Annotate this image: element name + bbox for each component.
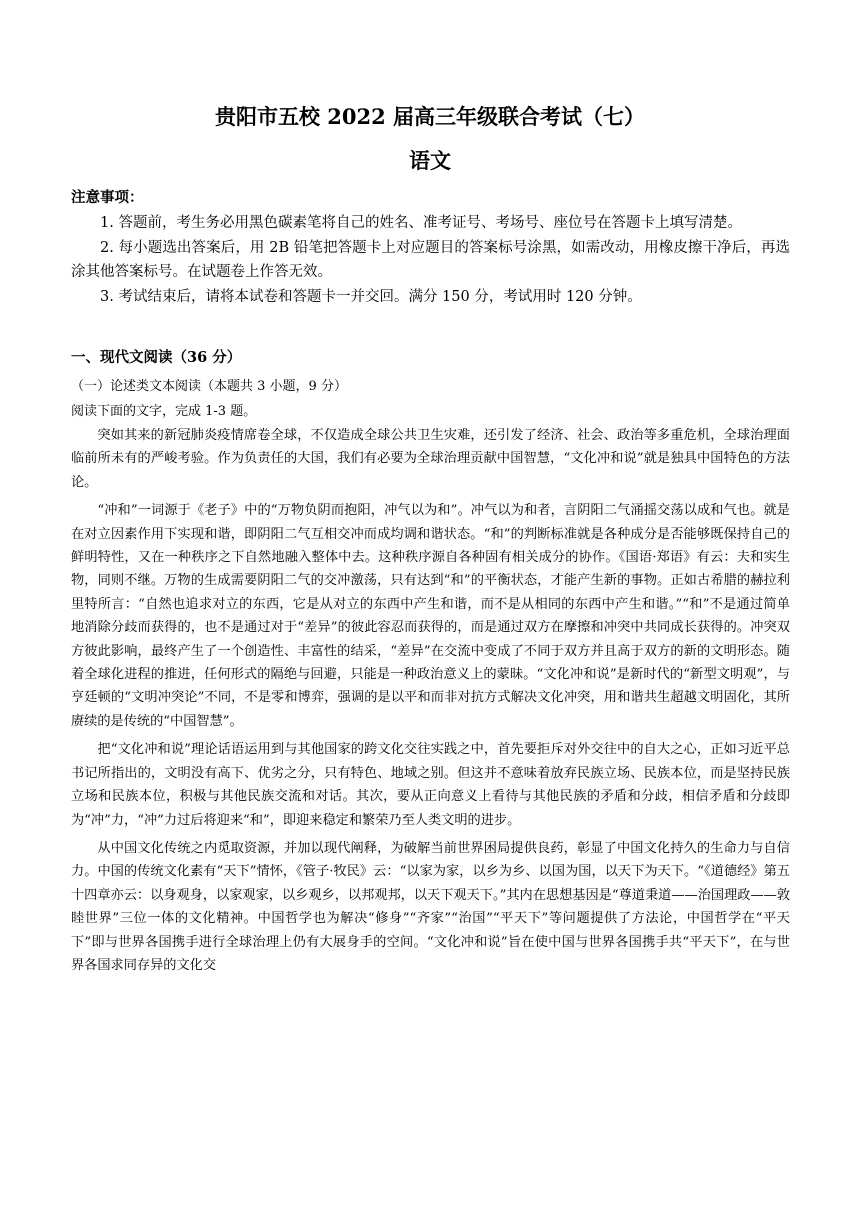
reading-passage [71, 424, 790, 982]
notice-item: 1. 答题前，考生务必用黑色碳素笔将自己的姓名、准考证号、考场号、座位号在答题卡上填写清楚。 [100, 215, 742, 231]
subsection-heading: （一）论述类文本阅读（本题共 3 小题，9 分） [71, 379, 347, 394]
passage-paragraph: 从中国文化传统之内觅取资源，并加以现代阐释，为破解当前世界困局提供良药，彰显了中国文化持久的生命力与自信力。中国的传统文化素有“天下”情怀，《管子·牧民》云：“以家为家，以乡为乡、以国为国，以天下为天下。“《道德经》第五十四章亦云：以身观身，以家观家，以乡观乡，以邦观邦，以天下观天下。”其内在思想基因是“尊道秉道——治国理政——敦睦世界”三位一体的文化精神。中国哲学也为解决“修身”“齐家”“治国”“平天下”等问题提供了方法论，中国哲学在“平天下”即与世界各国携手进行全球治理上仍有大展身手的空间。“文化冲和说”旨在使中国与世界各国携手共“平天下”，在与世界各国求同存异的文化交 [71, 840, 791, 973]
passage-paragraph: 突如其来的新冠肺炎疫情席卷全球，不仅造成全球公共卫生灾难，还引发了经济、社会、政治等多重危机，全球治理面临前所未有的严峻考验。作为负责任的大国，我们有必要为全球治理贡献中国智慧，“文化冲和说”就是独具中国特色的方法论。 [71, 428, 790, 490]
subject-title: 语文 [409, 148, 451, 173]
notice-item: 3. 考试结束后，请将本试卷和答题卡一并交回。满分 150 分，考试用时 120 分钟。 [100, 288, 642, 305]
notices-heading: 注意事项： [71, 189, 144, 206]
passage-paragraph: 把“文化冲和说”理论话语运用到与其他国家的跨文化交往实践之中，首先要拒斥对外交往中的自大之心，正如习近平总书记所指出的，文明没有高下、优劣之分，只有特色、地域之别。但这并不意味着放弃民族立场、民族本位，而是坚持民族立场和民族本位，积极与其他民族交流和对话。其次，要从正向意义上看待与其他民族的矛盾和分歧，相信矛盾和分歧即为“冲”力，“冲”力过后将迎来“和”，即迎来稳定和繁荣乃至人类文明的进步。 [71, 742, 790, 828]
notices-list [71, 211, 790, 309]
section-heading: 一、现代文阅读（36 分） [71, 349, 242, 366]
reading-instruction: 阅读下面的文字，完成 1-3 题。 [71, 404, 257, 419]
exam-title: 贵阳市五校 2022 届高三年级联合考试（七） [214, 104, 646, 129]
notice-item: 2. 每小题选出答案后，用 2B 铅笔把答题卡上对应题目的答案标号涂黑，如需改动，用橡皮擦干净后，再选涂其他答案标号。在试题卷上作答无效。 [71, 239, 790, 280]
passage-paragraph: “冲和”一词源于《老子》中的“万物负阴而抱阳，冲气以为和”。冲气以为和者，言阴阳二气涌摇交荡以成和气也。就是在对立因素作用下实现和谐，即阴阳二气互相交冲而成均调和谐状态。“和”的判断标准就是各种成分是否能够既保持自己的鲜明特性，又在一种秩序之下自然地融入整体中去。这种秩序源自各种固有相关成分的协作。《国语·郑语》有云：夫和实生物，同则不继。万物的生成需要阴阳二气的交冲激荡，只有达到“和”的平衡状态，才能产生新的事物。正如古希腊的赫拉利里特所言：“自然也追求对立的东西，它是从对立的东西中产生和谐，而不是从相同的东西中产生和谐。”“和”不是通过简单地消除分歧而获得的，也不是通过对于“差异”的彼此容忍而获得的，而是通过双方在摩擦和冲突中共同成长获得的。冲突双方彼此影响，最终产生了一个创造性、丰富性的结采，“差异”在交流中变成了不同于双方并且高于双方的新的文明形态。随着全球化进程的推进，任何形式的隔绝与回避，只能是一种政治意义上的蒙昧。“文化冲和说”是新时代的“新型文明观”，与亨廷顿的“文明冲突论”不同，不是零和博弈，强调的是以平和而非对抗方式解决文化冲突，用和谐共生超越文明固化，其所赓续的是传统的“中国智慧”。 [71, 503, 790, 729]
